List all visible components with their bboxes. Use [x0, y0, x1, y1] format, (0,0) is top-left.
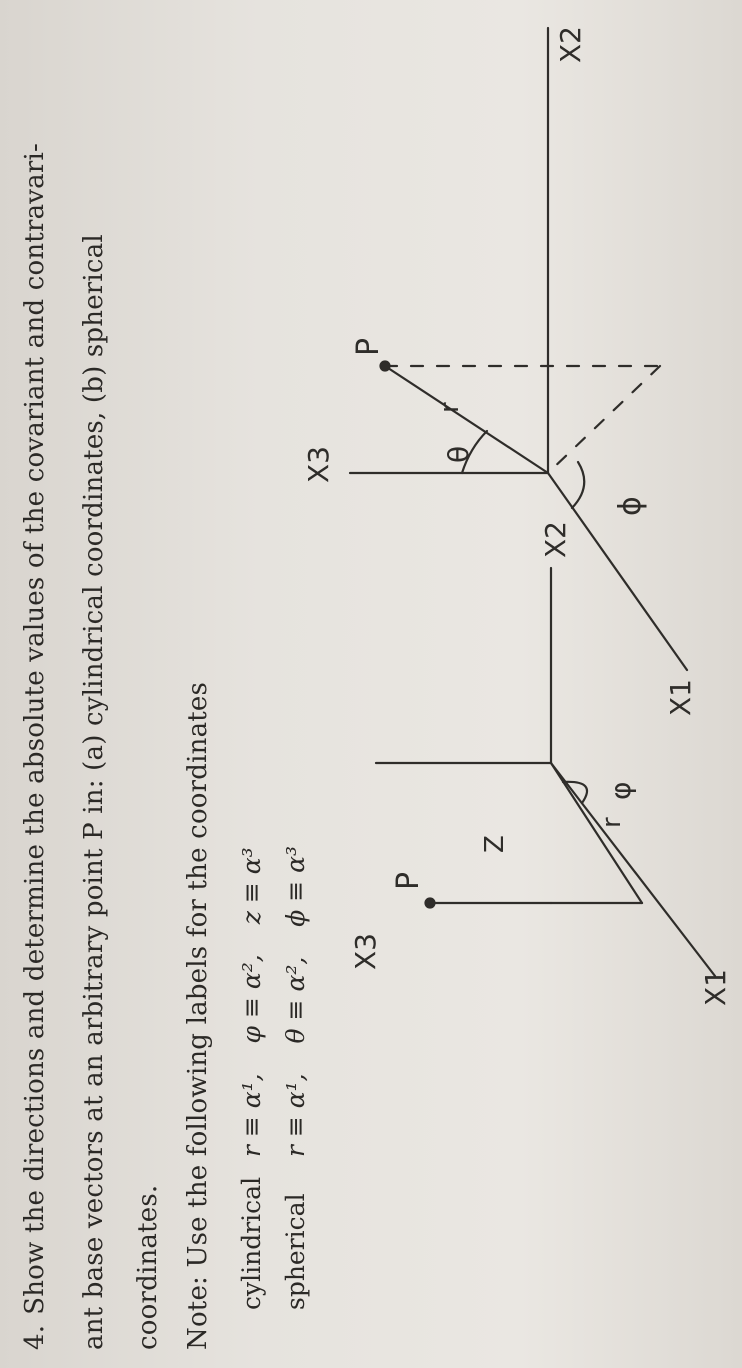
spherical-eq-r: r ≡ α¹, [281, 1073, 310, 1158]
fig-b-phi-label: ϕ [613, 496, 648, 516]
cylindrical-label: cylindrical [237, 1176, 266, 1310]
problem-line-3: coordinates. [133, 1184, 163, 1350]
fig-a-r-label: r [597, 817, 627, 828]
fig-a-x2-label: X2 [539, 521, 572, 558]
problem-text-1: Show the directions and determine the absolute values of the covariant and contravari- [20, 142, 50, 1315]
spherical-eq-theta: θ ≡ α², [281, 956, 310, 1044]
fig-a-p-label: P [391, 871, 426, 890]
fig-b-theta-label: θ [442, 445, 475, 463]
fig-b-x2-label: X2 [554, 26, 587, 63]
fig-b-point-p [381, 362, 390, 371]
note-line: Note: Use the following labels for the coordinates [183, 681, 213, 1350]
fig-a-z-label: Z [480, 835, 510, 853]
fig-b-phi-arc [572, 462, 584, 508]
problem-line-2: ant base vectors at an arbitrary point P in: (a) cylindrical coordinates, (b) spherical [79, 234, 109, 1350]
fig-b-p-label: P [351, 337, 386, 356]
fig-a-phi-label: φ [604, 781, 637, 800]
cylindrical-eq-phi: φ ≡ α², [237, 954, 266, 1044]
spherical-label: spherical [281, 1193, 310, 1310]
fig-b-projection [548, 366, 660, 473]
fig-b-x1-label: X1 [664, 679, 697, 716]
fig-a-x1-label: X1 [699, 969, 732, 1006]
figure-b [350, 28, 687, 670]
spherical-eq-phi: ϕ ≡ α³ [281, 845, 310, 927]
problem-number: 4. [20, 1324, 50, 1350]
cylindrical-eq-z: z ≡ α³ [237, 847, 266, 925]
figure-a [376, 568, 715, 976]
fig-a-x3-label: X3 [349, 933, 382, 970]
fig-b-r-label: r [435, 402, 465, 413]
fig-b-x3-label: X3 [302, 446, 335, 483]
cylindrical-eq-r: r ≡ α¹, [237, 1073, 266, 1158]
